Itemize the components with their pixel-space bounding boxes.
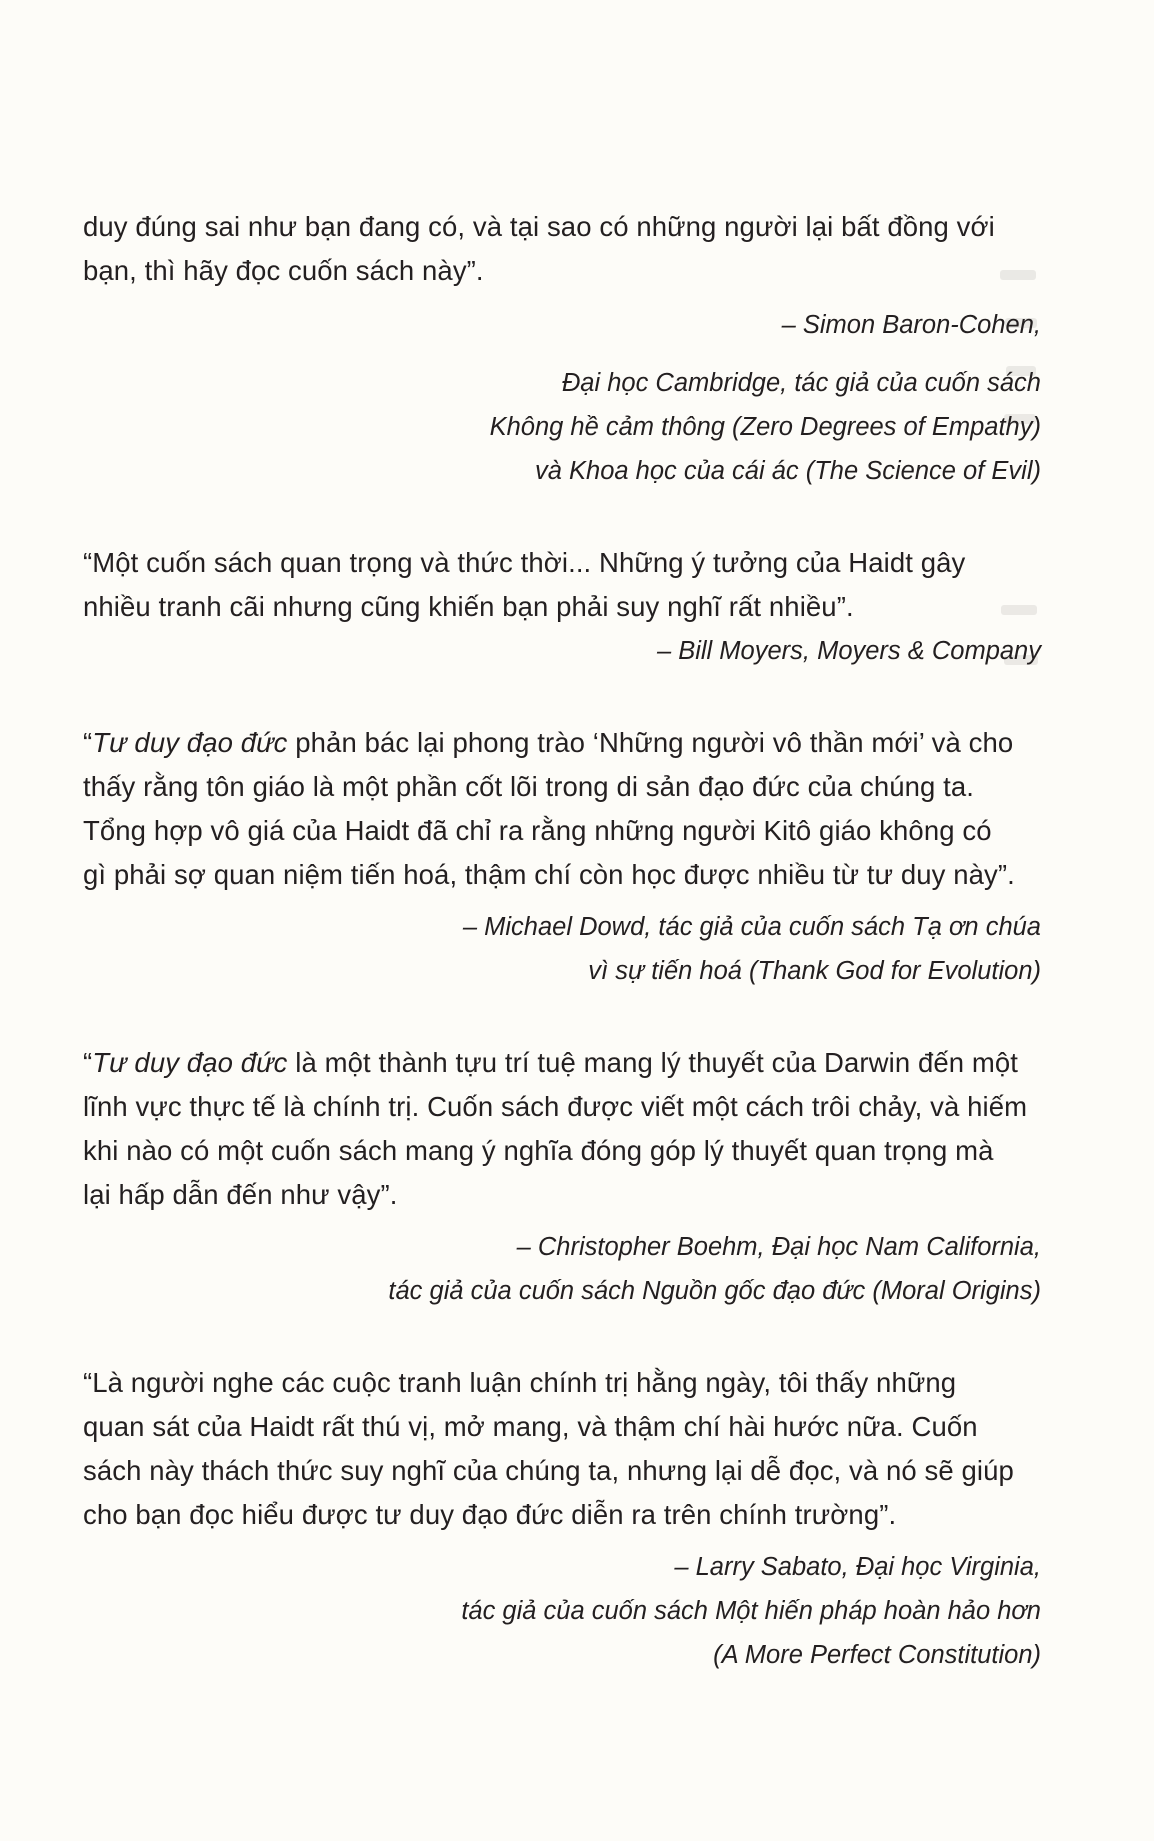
attribution-line: (A More Perfect Constitution)	[713, 1641, 1041, 1669]
endorsement-michael-dowd	[83, 721, 1041, 993]
attribution-line: Không hề cảm thông (Zero Degrees of Empathy)	[489, 413, 1041, 441]
quote-line: thấy rằng tôn giáo là một phần cốt lõi trong di sản đạo đức của chúng ta.	[83, 771, 975, 802]
attribution-line: – Larry Sabato, Đại học Virginia,	[674, 1553, 1041, 1581]
quote-line: gì phải sợ quan niệm tiến hoá, thậm chí còn học được nhiều từ tư duy này”.	[83, 859, 1015, 890]
quote-text	[83, 721, 1041, 897]
quote-line: quan sát của Haidt rất thú vị, mở mang, và thậm chí hài hước nữa. Cuốn	[83, 1411, 978, 1442]
attribution-line: tác giả của cuốn sách Một hiến pháp hoàn hảo hơn	[461, 1597, 1041, 1625]
quote-line	[83, 1041, 1041, 1085]
quote-line: duy đúng sai như bạn đang có, và tại sao có những người lại bất đồng với	[83, 211, 995, 242]
endorsement-christopher-boehm	[83, 1041, 1041, 1313]
quote-text	[83, 1041, 1041, 1217]
quote-text	[83, 205, 1041, 293]
quote-line: lại hấp dẫn đến như vậy”.	[83, 1179, 398, 1210]
quote-line: nhiều tranh cãi nhưng cũng khiến bạn phải suy nghĩ rất nhiều”.	[83, 591, 854, 622]
quote-line: Tổng hợp vô giá của Haidt đã chỉ ra rằng những người Kitô giáo không có	[83, 815, 992, 846]
quote-line: bạn, thì hãy đọc cuốn sách này”.	[83, 255, 484, 286]
quote-line-rest: là một thành tựu trí tuệ mang lý thuyết của Darwin đến một	[287, 1047, 1019, 1078]
attribution-line: và Khoa học của cái ác (The Science of Evil)	[534, 457, 1041, 485]
quote-line: cho bạn đọc hiểu được tư duy đạo đức diễn ra trên chính trường”.	[83, 1499, 897, 1530]
quote-text	[83, 1361, 1041, 1537]
quote-text	[83, 541, 1041, 629]
attribution-line: vì sự tiến hoá (Thank God for Evolution)	[588, 957, 1041, 985]
quote-line: lĩnh vực thực tế là chính trị. Cuốn sách được viết một cách trôi chảy, và hiếm	[83, 1091, 1028, 1122]
endorsement-bill-moyers	[83, 541, 1041, 673]
attribution-line: Đại học Cambridge, tác giả của cuốn sách	[561, 369, 1041, 397]
quote-line: sách này thách thức suy nghĩ của chúng ta, nhưng lại dễ đọc, và nó sẽ giúp	[83, 1455, 1014, 1486]
book-title: Tư duy đạo đức	[92, 727, 288, 758]
quote-attribution	[83, 1225, 1041, 1313]
attribution-line: – Christopher Boehm, Đại học Nam California,	[516, 1233, 1041, 1261]
quote-line	[83, 721, 1041, 765]
attribution-line: – Simon Baron-Cohen,	[781, 311, 1041, 339]
quote-line: “Là người nghe các cuộc tranh luận chính trị hằng ngày, tôi thấy những	[83, 1367, 957, 1398]
endorsements	[83, 205, 1041, 1677]
quote-line: khi nào có một cuốn sách mang ý nghĩa đóng góp lý thuyết quan trọng mà	[83, 1135, 994, 1166]
quote-attribution	[83, 629, 1041, 673]
attribution-line: – Bill Moyers, Moyers & Company	[656, 637, 1041, 665]
open-quote-mark: “	[83, 727, 93, 758]
attribution-line: tác giả của cuốn sách Nguồn gốc đạo đức (Moral Origins)	[388, 1277, 1041, 1305]
quote-line: “Một cuốn sách quan trọng và thức thời... Những ý tưởng của Haidt gây	[83, 547, 966, 578]
quote-attribution	[83, 303, 1041, 493]
endorsement-simon-baron-cohen	[83, 205, 1041, 493]
open-quote-mark: “	[83, 1047, 93, 1078]
attribution-line: – Michael Dowd, tác giả của cuốn sách Tạ ơn chúa	[462, 913, 1041, 941]
quote-attribution	[83, 905, 1041, 993]
quote-line-rest: phản bác lại phong trào ‘Những người vô thần mới’ và cho	[287, 727, 1014, 758]
book-title: Tư duy đạo đức	[92, 1047, 288, 1078]
endorsement-larry-sabato	[83, 1361, 1041, 1677]
quote-attribution	[83, 1545, 1041, 1677]
